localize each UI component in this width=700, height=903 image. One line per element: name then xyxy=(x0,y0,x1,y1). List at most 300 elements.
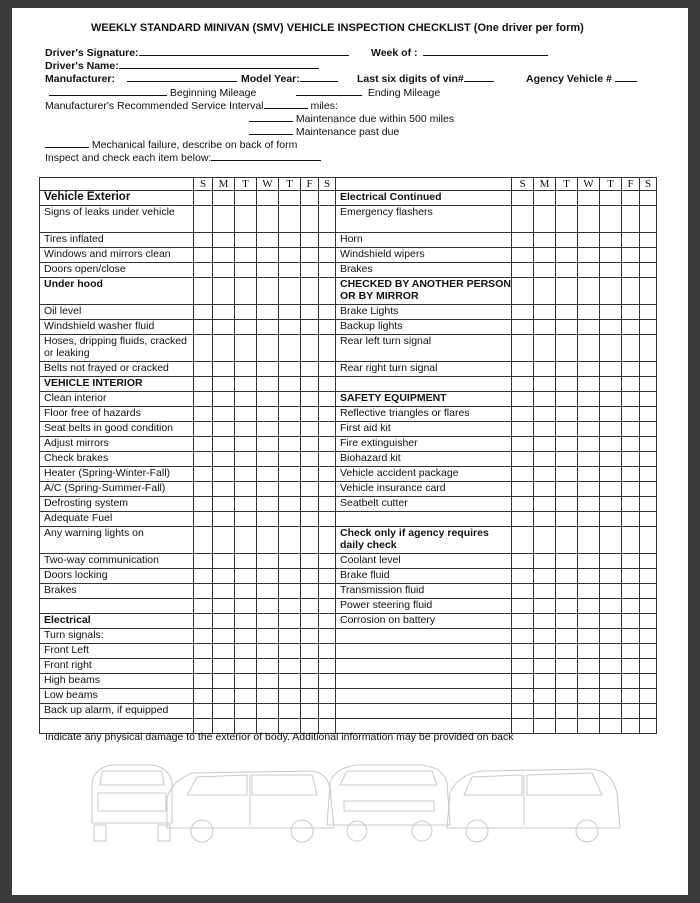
check-cell[interactable] xyxy=(534,422,556,437)
check-cell[interactable] xyxy=(257,362,279,377)
check-cell[interactable] xyxy=(257,569,279,584)
check-cell[interactable] xyxy=(640,437,657,452)
check-cell[interactable] xyxy=(301,659,319,674)
check-cell[interactable] xyxy=(600,599,622,614)
check-cell[interactable] xyxy=(512,305,534,320)
check-cell[interactable] xyxy=(578,362,600,377)
check-cell[interactable] xyxy=(600,497,622,512)
check-cell[interactable] xyxy=(512,191,534,206)
check-cell[interactable] xyxy=(213,554,235,569)
check-cell[interactable] xyxy=(578,191,600,206)
check-cell[interactable] xyxy=(319,584,336,599)
check-cell[interactable] xyxy=(257,407,279,422)
check-cell[interactable] xyxy=(622,482,640,497)
check-cell[interactable] xyxy=(600,362,622,377)
check-cell[interactable] xyxy=(194,704,213,719)
check-cell[interactable] xyxy=(194,407,213,422)
check-cell[interactable] xyxy=(257,191,279,206)
check-cell[interactable] xyxy=(556,689,578,704)
check-cell[interactable] xyxy=(640,422,657,437)
check-cell[interactable] xyxy=(235,674,257,689)
check-cell[interactable] xyxy=(194,392,213,407)
check-cell[interactable] xyxy=(301,305,319,320)
check-cell[interactable] xyxy=(213,629,235,644)
check-cell[interactable] xyxy=(279,422,301,437)
check-cell[interactable] xyxy=(512,659,534,674)
check-cell[interactable] xyxy=(640,659,657,674)
check-cell[interactable] xyxy=(319,527,336,554)
check-cell[interactable] xyxy=(194,599,213,614)
check-cell[interactable] xyxy=(194,527,213,554)
check-cell[interactable] xyxy=(534,233,556,248)
check-cell[interactable] xyxy=(578,497,600,512)
check-cell[interactable] xyxy=(534,335,556,362)
check-cell[interactable] xyxy=(640,674,657,689)
check-cell[interactable] xyxy=(534,362,556,377)
check-cell[interactable] xyxy=(556,362,578,377)
check-cell[interactable] xyxy=(213,437,235,452)
check-cell[interactable] xyxy=(512,206,534,233)
check-cell[interactable] xyxy=(235,206,257,233)
check-cell[interactable] xyxy=(319,407,336,422)
check-cell[interactable] xyxy=(319,305,336,320)
check-cell[interactable] xyxy=(534,392,556,407)
check-cell[interactable] xyxy=(213,248,235,263)
check-cell[interactable] xyxy=(319,629,336,644)
check-cell[interactable] xyxy=(301,320,319,335)
check-cell[interactable] xyxy=(534,674,556,689)
check-cell[interactable] xyxy=(301,614,319,629)
check-cell[interactable] xyxy=(512,569,534,584)
check-cell[interactable] xyxy=(213,689,235,704)
check-cell[interactable] xyxy=(600,305,622,320)
check-cell[interactable] xyxy=(235,644,257,659)
check-cell[interactable] xyxy=(319,659,336,674)
check-cell[interactable] xyxy=(279,569,301,584)
check-cell[interactable] xyxy=(600,407,622,422)
check-cell[interactable] xyxy=(600,377,622,392)
check-cell[interactable] xyxy=(512,335,534,362)
check-cell[interactable] xyxy=(213,377,235,392)
check-cell[interactable] xyxy=(578,584,600,599)
check-cell[interactable] xyxy=(556,674,578,689)
check-cell[interactable] xyxy=(640,248,657,263)
check-cell[interactable] xyxy=(235,320,257,335)
check-cell[interactable] xyxy=(194,659,213,674)
check-cell[interactable] xyxy=(534,452,556,467)
check-cell[interactable] xyxy=(512,278,534,305)
check-cell[interactable] xyxy=(235,512,257,527)
check-cell[interactable] xyxy=(213,407,235,422)
check-cell[interactable] xyxy=(578,482,600,497)
check-cell[interactable] xyxy=(301,335,319,362)
check-cell[interactable] xyxy=(213,392,235,407)
check-cell[interactable] xyxy=(622,467,640,482)
check-cell[interactable] xyxy=(600,644,622,659)
check-cell[interactable] xyxy=(279,629,301,644)
check-cell[interactable] xyxy=(556,320,578,335)
check-cell[interactable] xyxy=(622,704,640,719)
check-cell[interactable] xyxy=(257,674,279,689)
check-cell[interactable] xyxy=(622,659,640,674)
check-cell[interactable] xyxy=(319,422,336,437)
check-cell[interactable] xyxy=(319,497,336,512)
check-cell[interactable] xyxy=(622,452,640,467)
check-cell[interactable] xyxy=(235,191,257,206)
check-cell[interactable] xyxy=(257,437,279,452)
check-cell[interactable] xyxy=(534,263,556,278)
check-cell[interactable] xyxy=(257,467,279,482)
check-cell[interactable] xyxy=(640,599,657,614)
check-cell[interactable] xyxy=(640,320,657,335)
check-cell[interactable] xyxy=(235,614,257,629)
check-cell[interactable] xyxy=(640,689,657,704)
check-cell[interactable] xyxy=(194,191,213,206)
check-cell[interactable] xyxy=(556,614,578,629)
check-cell[interactable] xyxy=(640,629,657,644)
check-cell[interactable] xyxy=(534,407,556,422)
check-cell[interactable] xyxy=(640,362,657,377)
check-cell[interactable] xyxy=(279,584,301,599)
check-cell[interactable] xyxy=(640,335,657,362)
check-cell[interactable] xyxy=(213,233,235,248)
check-cell[interactable] xyxy=(279,614,301,629)
check-cell[interactable] xyxy=(622,206,640,233)
check-cell[interactable] xyxy=(578,206,600,233)
check-cell[interactable] xyxy=(319,674,336,689)
check-cell[interactable] xyxy=(301,377,319,392)
check-cell[interactable] xyxy=(622,263,640,278)
check-cell[interactable] xyxy=(301,599,319,614)
check-cell[interactable] xyxy=(301,704,319,719)
check-cell[interactable] xyxy=(319,377,336,392)
check-cell[interactable] xyxy=(301,482,319,497)
check-cell[interactable] xyxy=(194,482,213,497)
check-cell[interactable] xyxy=(512,437,534,452)
check-cell[interactable] xyxy=(578,233,600,248)
check-cell[interactable] xyxy=(534,614,556,629)
check-cell[interactable] xyxy=(600,689,622,704)
check-cell[interactable] xyxy=(194,422,213,437)
check-cell[interactable] xyxy=(319,689,336,704)
check-cell[interactable] xyxy=(512,407,534,422)
check-cell[interactable] xyxy=(640,206,657,233)
check-cell[interactable] xyxy=(556,335,578,362)
check-cell[interactable] xyxy=(578,512,600,527)
check-cell[interactable] xyxy=(213,569,235,584)
check-cell[interactable] xyxy=(213,704,235,719)
check-cell[interactable] xyxy=(257,497,279,512)
check-cell[interactable] xyxy=(622,569,640,584)
check-cell[interactable] xyxy=(640,278,657,305)
check-cell[interactable] xyxy=(279,191,301,206)
check-cell[interactable] xyxy=(279,527,301,554)
check-cell[interactable] xyxy=(534,467,556,482)
check-cell[interactable] xyxy=(213,206,235,233)
check-cell[interactable] xyxy=(556,233,578,248)
check-cell[interactable] xyxy=(600,554,622,569)
check-cell[interactable] xyxy=(213,674,235,689)
check-cell[interactable] xyxy=(512,644,534,659)
check-cell[interactable] xyxy=(213,335,235,362)
check-cell[interactable] xyxy=(194,320,213,335)
check-cell[interactable] xyxy=(622,437,640,452)
check-cell[interactable] xyxy=(301,497,319,512)
check-cell[interactable] xyxy=(257,689,279,704)
check-cell[interactable] xyxy=(600,233,622,248)
check-cell[interactable] xyxy=(578,377,600,392)
check-cell[interactable] xyxy=(301,422,319,437)
check-cell[interactable] xyxy=(319,704,336,719)
check-cell[interactable] xyxy=(534,497,556,512)
check-cell[interactable] xyxy=(578,569,600,584)
check-cell[interactable] xyxy=(534,248,556,263)
check-cell[interactable] xyxy=(279,512,301,527)
check-cell[interactable] xyxy=(578,320,600,335)
check-cell[interactable] xyxy=(556,527,578,554)
check-cell[interactable] xyxy=(319,335,336,362)
check-cell[interactable] xyxy=(556,719,578,734)
check-cell[interactable] xyxy=(512,554,534,569)
check-cell[interactable] xyxy=(622,527,640,554)
check-cell[interactable] xyxy=(600,452,622,467)
check-cell[interactable] xyxy=(194,305,213,320)
check-cell[interactable] xyxy=(319,554,336,569)
check-cell[interactable] xyxy=(556,392,578,407)
check-cell[interactable] xyxy=(257,482,279,497)
check-cell[interactable] xyxy=(235,407,257,422)
check-cell[interactable] xyxy=(534,191,556,206)
check-cell[interactable] xyxy=(512,233,534,248)
check-cell[interactable] xyxy=(622,497,640,512)
check-cell[interactable] xyxy=(512,512,534,527)
check-cell[interactable] xyxy=(279,644,301,659)
check-cell[interactable] xyxy=(301,233,319,248)
check-cell[interactable] xyxy=(319,482,336,497)
check-cell[interactable] xyxy=(213,614,235,629)
check-cell[interactable] xyxy=(600,584,622,599)
check-cell[interactable] xyxy=(622,362,640,377)
check-cell[interactable] xyxy=(301,362,319,377)
check-cell[interactable] xyxy=(534,278,556,305)
check-cell[interactable] xyxy=(534,377,556,392)
check-cell[interactable] xyxy=(279,467,301,482)
check-cell[interactable] xyxy=(600,320,622,335)
check-cell[interactable] xyxy=(512,467,534,482)
check-cell[interactable] xyxy=(622,377,640,392)
check-cell[interactable] xyxy=(640,719,657,734)
check-cell[interactable] xyxy=(257,512,279,527)
check-cell[interactable] xyxy=(600,527,622,554)
check-cell[interactable] xyxy=(194,437,213,452)
check-cell[interactable] xyxy=(512,629,534,644)
check-cell[interactable] xyxy=(578,704,600,719)
check-cell[interactable] xyxy=(512,248,534,263)
check-cell[interactable] xyxy=(534,569,556,584)
check-cell[interactable] xyxy=(213,599,235,614)
check-cell[interactable] xyxy=(556,569,578,584)
check-cell[interactable] xyxy=(512,422,534,437)
check-cell[interactable] xyxy=(301,689,319,704)
check-cell[interactable] xyxy=(194,569,213,584)
check-cell[interactable] xyxy=(279,554,301,569)
check-cell[interactable] xyxy=(257,629,279,644)
check-cell[interactable] xyxy=(319,452,336,467)
check-cell[interactable] xyxy=(512,320,534,335)
check-cell[interactable] xyxy=(257,305,279,320)
check-cell[interactable] xyxy=(213,362,235,377)
check-cell[interactable] xyxy=(600,512,622,527)
check-cell[interactable] xyxy=(257,377,279,392)
check-cell[interactable] xyxy=(194,614,213,629)
check-cell[interactable] xyxy=(622,335,640,362)
check-cell[interactable] xyxy=(600,467,622,482)
check-cell[interactable] xyxy=(301,644,319,659)
check-cell[interactable] xyxy=(600,206,622,233)
check-cell[interactable] xyxy=(235,248,257,263)
check-cell[interactable] xyxy=(257,614,279,629)
check-cell[interactable] xyxy=(213,467,235,482)
check-cell[interactable] xyxy=(235,263,257,278)
check-cell[interactable] xyxy=(194,674,213,689)
check-cell[interactable] xyxy=(556,584,578,599)
check-cell[interactable] xyxy=(556,263,578,278)
check-cell[interactable] xyxy=(622,392,640,407)
check-cell[interactable] xyxy=(235,362,257,377)
check-cell[interactable] xyxy=(194,644,213,659)
check-cell[interactable] xyxy=(279,452,301,467)
check-cell[interactable] xyxy=(301,554,319,569)
check-cell[interactable] xyxy=(534,629,556,644)
check-cell[interactable] xyxy=(235,392,257,407)
check-cell[interactable] xyxy=(600,278,622,305)
check-cell[interactable] xyxy=(622,422,640,437)
check-cell[interactable] xyxy=(257,233,279,248)
check-cell[interactable] xyxy=(556,206,578,233)
check-cell[interactable] xyxy=(279,689,301,704)
check-cell[interactable] xyxy=(257,452,279,467)
check-cell[interactable] xyxy=(257,263,279,278)
check-cell[interactable] xyxy=(194,554,213,569)
check-cell[interactable] xyxy=(279,362,301,377)
check-cell[interactable] xyxy=(319,644,336,659)
check-cell[interactable] xyxy=(578,644,600,659)
check-cell[interactable] xyxy=(534,482,556,497)
check-cell[interactable] xyxy=(600,437,622,452)
check-cell[interactable] xyxy=(534,599,556,614)
check-cell[interactable] xyxy=(578,422,600,437)
check-cell[interactable] xyxy=(556,407,578,422)
check-cell[interactable] xyxy=(279,248,301,263)
check-cell[interactable] xyxy=(235,497,257,512)
check-cell[interactable] xyxy=(213,482,235,497)
check-cell[interactable] xyxy=(534,305,556,320)
check-cell[interactable] xyxy=(622,584,640,599)
check-cell[interactable] xyxy=(534,719,556,734)
check-cell[interactable] xyxy=(301,674,319,689)
check-cell[interactable] xyxy=(235,629,257,644)
check-cell[interactable] xyxy=(279,263,301,278)
check-cell[interactable] xyxy=(319,392,336,407)
check-cell[interactable] xyxy=(235,278,257,305)
check-cell[interactable] xyxy=(319,320,336,335)
check-cell[interactable] xyxy=(556,437,578,452)
check-cell[interactable] xyxy=(512,497,534,512)
check-cell[interactable] xyxy=(622,248,640,263)
check-cell[interactable] xyxy=(194,362,213,377)
check-cell[interactable] xyxy=(301,278,319,305)
check-cell[interactable] xyxy=(279,335,301,362)
check-cell[interactable] xyxy=(194,233,213,248)
check-cell[interactable] xyxy=(622,674,640,689)
check-cell[interactable] xyxy=(194,584,213,599)
check-cell[interactable] xyxy=(257,422,279,437)
check-cell[interactable] xyxy=(257,527,279,554)
check-cell[interactable] xyxy=(512,482,534,497)
check-cell[interactable] xyxy=(640,512,657,527)
check-cell[interactable] xyxy=(622,320,640,335)
check-cell[interactable] xyxy=(319,248,336,263)
check-cell[interactable] xyxy=(301,512,319,527)
check-cell[interactable] xyxy=(301,206,319,233)
check-cell[interactable] xyxy=(301,629,319,644)
check-cell[interactable] xyxy=(235,422,257,437)
check-cell[interactable] xyxy=(235,584,257,599)
check-cell[interactable] xyxy=(512,674,534,689)
check-cell[interactable] xyxy=(194,512,213,527)
check-cell[interactable] xyxy=(213,584,235,599)
check-cell[interactable] xyxy=(213,527,235,554)
check-cell[interactable] xyxy=(556,659,578,674)
check-cell[interactable] xyxy=(556,278,578,305)
check-cell[interactable] xyxy=(534,512,556,527)
check-cell[interactable] xyxy=(600,614,622,629)
check-cell[interactable] xyxy=(600,248,622,263)
check-cell[interactable] xyxy=(556,248,578,263)
check-cell[interactable] xyxy=(556,497,578,512)
check-cell[interactable] xyxy=(578,674,600,689)
check-cell[interactable] xyxy=(257,644,279,659)
check-cell[interactable] xyxy=(556,482,578,497)
check-cell[interactable] xyxy=(640,467,657,482)
check-cell[interactable] xyxy=(622,719,640,734)
check-cell[interactable] xyxy=(213,320,235,335)
check-cell[interactable] xyxy=(600,719,622,734)
check-cell[interactable] xyxy=(301,263,319,278)
check-cell[interactable] xyxy=(235,659,257,674)
check-cell[interactable] xyxy=(578,305,600,320)
check-cell[interactable] xyxy=(622,305,640,320)
check-cell[interactable] xyxy=(194,689,213,704)
check-cell[interactable] xyxy=(512,377,534,392)
check-cell[interactable] xyxy=(600,569,622,584)
check-cell[interactable] xyxy=(257,554,279,569)
check-cell[interactable] xyxy=(512,362,534,377)
check-cell[interactable] xyxy=(301,527,319,554)
check-cell[interactable] xyxy=(622,278,640,305)
check-cell[interactable] xyxy=(578,614,600,629)
check-cell[interactable] xyxy=(622,512,640,527)
check-cell[interactable] xyxy=(257,206,279,233)
check-cell[interactable] xyxy=(512,263,534,278)
check-cell[interactable] xyxy=(600,335,622,362)
check-cell[interactable] xyxy=(194,248,213,263)
check-cell[interactable] xyxy=(213,422,235,437)
check-cell[interactable] xyxy=(534,554,556,569)
check-cell[interactable] xyxy=(556,377,578,392)
check-cell[interactable] xyxy=(194,278,213,305)
check-cell[interactable] xyxy=(235,689,257,704)
